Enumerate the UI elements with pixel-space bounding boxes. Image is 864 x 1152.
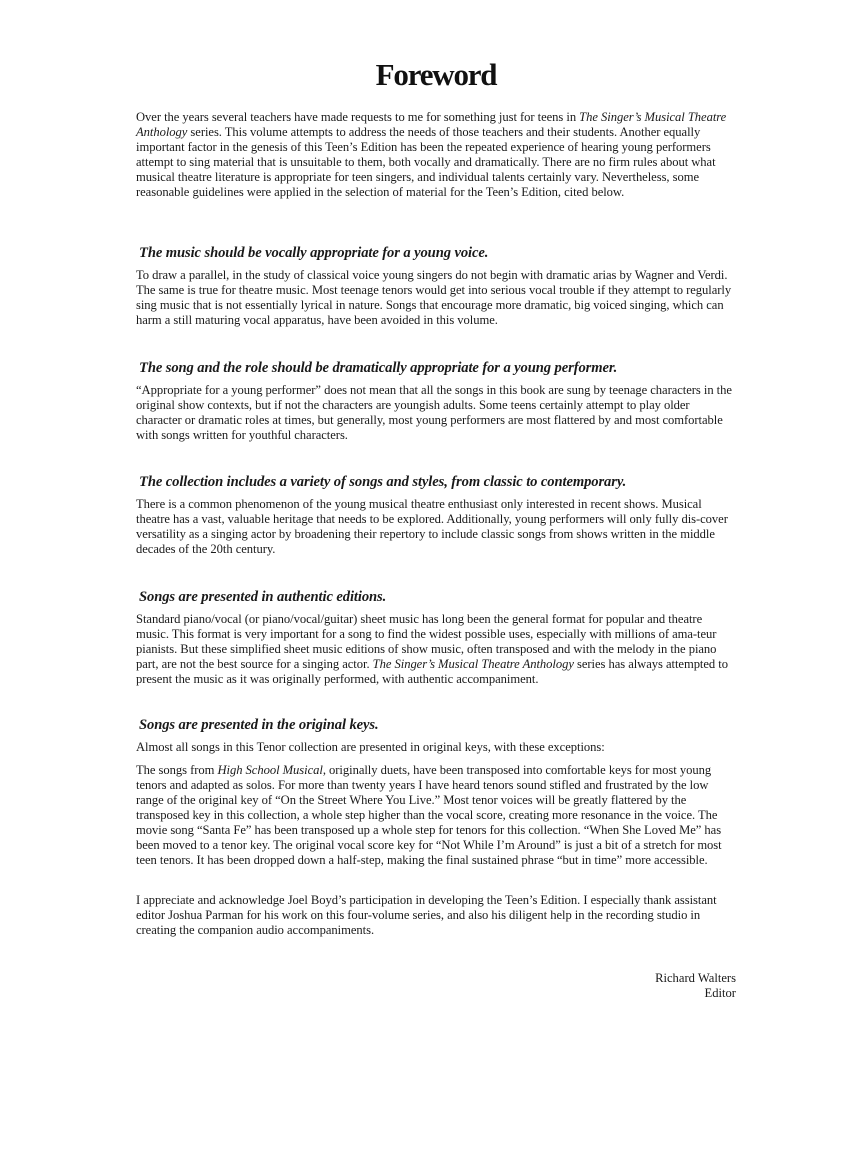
signature [655,971,736,1001]
section-authentic [136,588,736,687]
section-heading: The song and the role should be dramatically appropriate for a young performer. [139,360,618,376]
page-title: Foreword [375,56,497,92]
signature-name: Richard Walters [655,971,736,985]
section-keys [136,716,736,868]
intro-text-end: series. This volume attempts to address the needs of those teachers and their students. Another equally important factor in the genesis of this Teen’s Edition has been the repeated experience of hearing young performers attempt to sing material that is unsuitable to them, both vocally and dramatically. There are no firm rules about what musical theatre literature is appropriate for teen singers, and individual talents certainly vary. Nevertheless, some reasonable guidelines were applied in the selection of material for the Teen’s Edition, cited below. [136,125,716,199]
section-body-start: Standard piano/vocal (or piano/vocal/guitar) sheet music has long been the general format for popular and theatre music. This format is very important for a song to find the widest possible uses, especially with millions of ama-teur pianists. But these simplified sheet music editions of show music, often transposed and with the melody in the piano part, are not the best source for a singing actor. [136,612,717,671]
intro-paragraph [136,110,736,200]
intro-text [136,110,736,200]
book-title-italic: The Singer’s Musical Theatre Anthology [136,110,727,139]
section-body [136,612,736,687]
section-heading: Songs are presented in authentic editions. [139,589,387,605]
book-title-italic: The Singer’s Musical Theatre Anthology [372,657,574,671]
section-body: “Appropriate for a young performer” does not mean that all the songs in this book are sung by teenage characters in the original show contexts, but if not the characters are youngish adults. Some teens certainly attempt to play older character or dramatic roles at times, but generally, most young performers are most flattered by and most comfortable with songs written for youthful characters. [136,383,732,442]
acknowledgement-paragraph [136,893,736,938]
intro-text-start: Over the years several teachers have made requests to me for something just for teens in [136,110,580,124]
section-body-end: series has always attempted to present the music as it was originally performed, with authentic accompaniment. [136,657,728,686]
section-heading: Songs are presented in the original keys. [139,717,379,733]
exceptions-text-end: , originally duets, have been transposed into comfortable keys for most young tenors and adapted as solos. For more than twenty years I have heard tenors sound stifled and frustrated by the low range of the original key of “On the Street Where You Live.” Most tenor voices will be greatly flattered by the transposed key in this collection, a whole step higher than the vocal score, creating more resonance in the voice. The movie song “Santa Fe” has been transposed up a whole step for tenors for this collection. “When She Loved Me” has been moved to a tenor key. The original vocal score key for “Not While I’m Around” is just a bit of a stretch for most teen tenors. It has been dropped down a half-step, making the final sustained phrase “but in time” more accessible. [136,763,722,867]
section-body: To draw a parallel, in the study of classical voice young singers do not begin with dramatic arias by Wagner and Verdi. The same is true for theatre music. Most teenage tenors would get into serious vocal trouble if they attempt to regularly sing music that is not essentially lyrical in nature. Songs that encourage more dramatic, big voiced singing, which can harm a still maturing vocal apparatus, have been avoided in this volume. [136,268,732,327]
exceptions-text-start: The songs from [136,763,218,777]
section-dramatic [136,359,736,443]
section-heading: The music should be vocally appropriate for a young voice. [139,245,489,261]
acknowledgement-text: I appreciate and acknowledge Joel Boyd’s participation in developing the Teen’s Edition. I especially thank assistant editor Joshua Parman for his work on this four-volume series, and also his diligent help in the recording studio in creating the companion audio accompaniments. [136,893,717,937]
show-title-italic: High School Musical [217,763,323,777]
section-body: Almost all songs in this Tenor collection are presented in original keys, with these exceptions: [136,740,605,754]
section-variety [136,473,736,557]
section-vocal [136,244,736,328]
signature-role: Editor [704,986,736,1000]
section-body: There is a common phenomenon of the young musical theatre enthusiast only interested in recent shows. Musical theatre has a vast, valuable heritage that needs to be explored. Additionally, young performers will only fully dis-cover versatility as a singing actor by broadening their repertory to include classic songs from shows written in the middle decades of the 20th century. [136,497,728,556]
section-body-exceptions [136,763,736,868]
section-heading: The collection includes a variety of songs and styles, from classic to contemporary. [139,474,627,490]
